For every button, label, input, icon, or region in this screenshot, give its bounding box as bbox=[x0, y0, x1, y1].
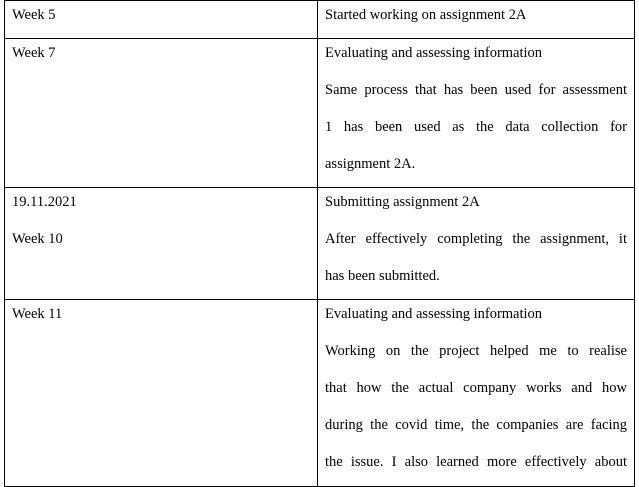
activity-heading: Evaluating and assessing information bbox=[325, 45, 543, 61]
activity-text-line: the issue. I also learned more effectively about bbox=[325, 454, 627, 470]
table-row bbox=[5, 39, 635, 188]
activity-text-line: has been submitted. bbox=[325, 268, 440, 284]
table-row bbox=[5, 1, 635, 39]
table-row bbox=[5, 300, 635, 487]
activity-cell bbox=[318, 300, 635, 487]
week-label: Week 7 bbox=[12, 45, 56, 61]
week-label: Week 11 bbox=[12, 306, 63, 322]
table-row bbox=[5, 188, 635, 300]
week-cell bbox=[5, 188, 318, 300]
activity-text-line: that how the actual company works and how bbox=[325, 380, 627, 396]
activity-text-line: Working on the project helped me to realise bbox=[325, 343, 627, 359]
activity-text-line: assignment 2A. bbox=[325, 156, 416, 172]
activity-heading: Started working on assignment 2A bbox=[325, 7, 527, 23]
week-cell bbox=[5, 1, 318, 39]
week-cell bbox=[5, 300, 318, 487]
activity-text-line: 1 has been used as the data collection for bbox=[325, 119, 627, 135]
week-cell bbox=[5, 39, 318, 188]
activity-heading: Evaluating and assessing information bbox=[325, 306, 543, 322]
activity-text-line: during the covid time, the companies are facing bbox=[325, 417, 627, 433]
date-label: 19.11.2021 bbox=[12, 194, 77, 210]
week-label: Week 5 bbox=[12, 7, 56, 23]
activity-cell bbox=[318, 1, 635, 39]
activity-cell bbox=[318, 39, 635, 188]
week-label: Week 10 bbox=[12, 231, 63, 247]
activity-heading: Submitting assignment 2A bbox=[325, 194, 480, 210]
activity-cell bbox=[318, 188, 635, 300]
activity-text-line: Same process that has been used for assessment bbox=[325, 82, 627, 98]
activity-text-line: After effectively completing the assignment, it bbox=[325, 231, 627, 247]
activity-log-table bbox=[4, 0, 635, 487]
activity-cell-content bbox=[325, 300, 627, 486]
